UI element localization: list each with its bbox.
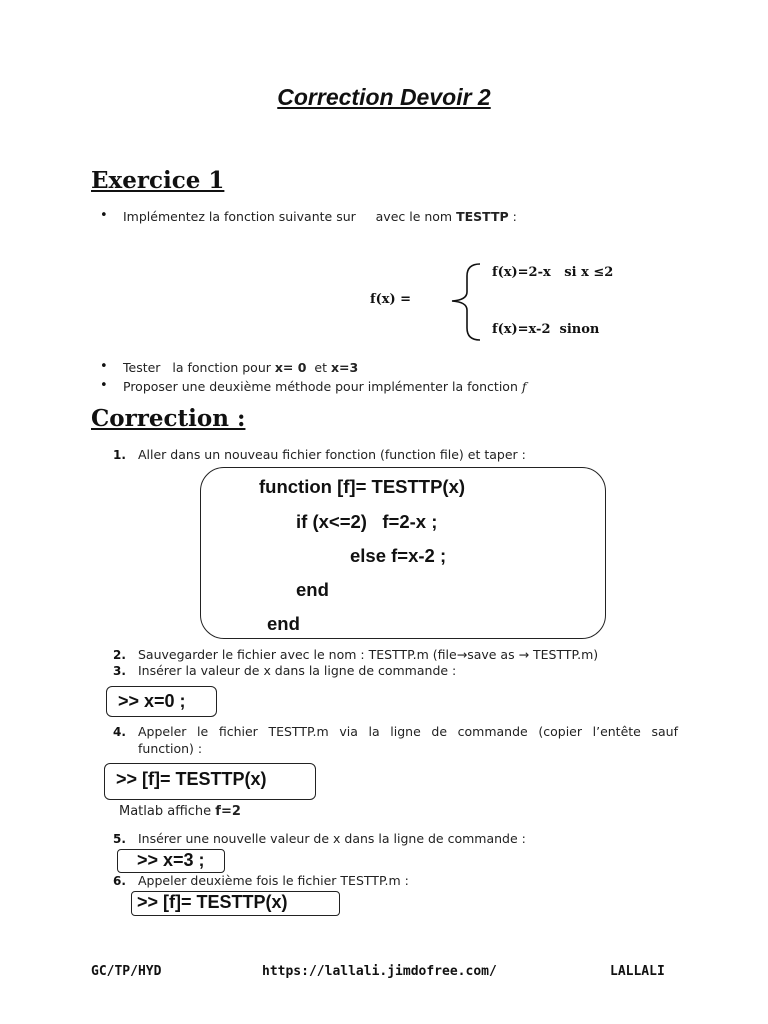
- code-line-4: end: [296, 579, 329, 600]
- step-2-text: Sauvegarder le fichier avec le nom : TESTTP.m (file→save as → TESTTP.m): [138, 647, 599, 662]
- step-6-text: Appeler deuxième fois le fichier TESTTP.m :: [138, 873, 409, 888]
- command-1: >> x=0 ;: [118, 691, 186, 711]
- step-number: 4.: [113, 725, 126, 739]
- code-line-2: if (x<=2) f=2-x ;: [296, 511, 438, 532]
- step-number: 1.: [113, 448, 126, 462]
- step-3-text: Insérer la valeur de x dans la ligne de commande :: [138, 663, 457, 678]
- step-4-text-continued: function) :: [138, 741, 203, 756]
- footer-author: LALLALI: [610, 964, 665, 979]
- footer-url: https://lallali.jimdofree.com/: [262, 964, 497, 979]
- step-number: 2.: [113, 648, 126, 662]
- brace-icon: [440, 262, 486, 342]
- step-4-text: Appeler le fichier TESTTP.m via la ligne de commande (copier l’entête sauf: [138, 724, 678, 739]
- code-line-1: function [f]= TESTTP(x): [259, 476, 466, 497]
- code-line-3: else f=x-2 ;: [350, 545, 447, 566]
- exercise-bullet-2: Tester la fonction pour x= 0 et x=3: [123, 360, 359, 375]
- command-2: >> [f]= TESTTP(x): [116, 769, 267, 789]
- matlab-output: Matlab affiche f=2: [119, 804, 241, 819]
- command-3: >> x=3 ;: [137, 850, 205, 870]
- step-number: 6.: [113, 874, 126, 888]
- footer-left: GC/TP/HYD: [91, 964, 162, 979]
- step-number: 5.: [113, 832, 126, 846]
- step-1-text: Aller dans un nouveau fichier fonction (function file) et taper :: [138, 447, 526, 462]
- step-5-text: Insérer une nouvelle valeur de x dans la ligne de commande :: [138, 831, 526, 846]
- bullet-icon: •: [100, 359, 108, 374]
- code-line-5: end: [267, 613, 300, 634]
- exercise-heading: Exercice 1: [91, 167, 225, 194]
- exercise-bullet-1: Implémentez la fonction suivante sur avec le nom TESTTP :: [123, 209, 517, 224]
- exercise-bullet-3: Proposer une deuxième méthode pour implémenter la fonction f: [123, 379, 527, 394]
- function-lhs: f(x) =: [370, 292, 412, 307]
- bullet-icon: •: [100, 378, 108, 393]
- function-case-1: f(x)=2-x si x ≤2: [492, 265, 614, 280]
- command-4: >> [f]= TESTTP(x): [137, 892, 288, 912]
- correction-heading: Correction :: [91, 405, 246, 432]
- step-number: 3.: [113, 664, 126, 678]
- function-case-2: f(x)=x-2 sinon: [492, 322, 600, 337]
- document-title: Correction Devoir 2: [277, 84, 491, 110]
- bullet-icon: •: [100, 208, 108, 223]
